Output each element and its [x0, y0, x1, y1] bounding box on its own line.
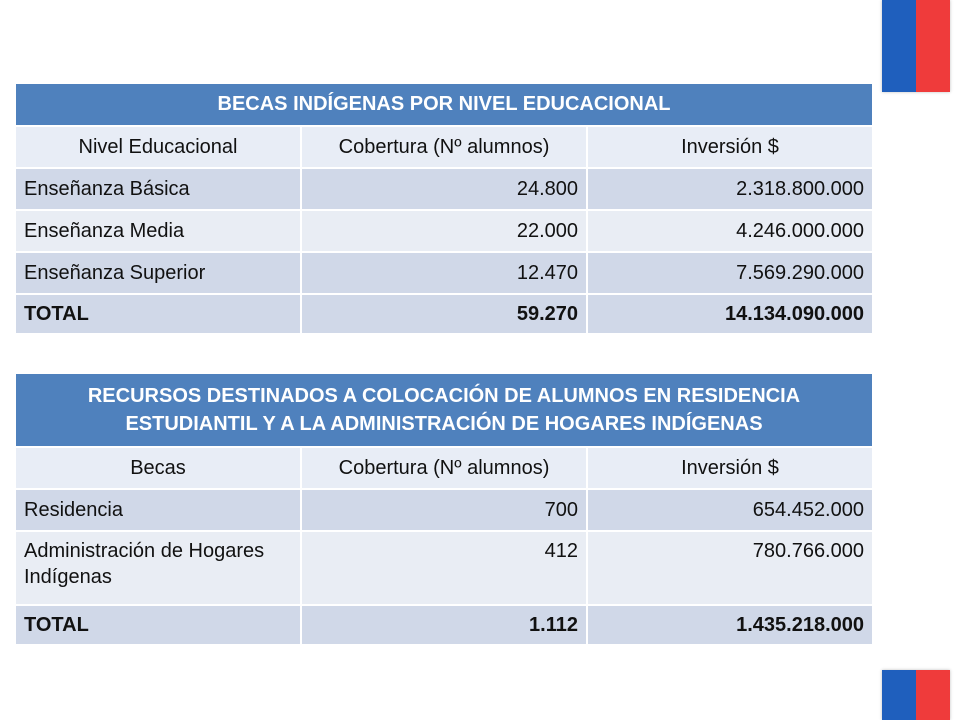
flag-red-stripe — [916, 670, 950, 720]
total-investment: 14.134.090.000 — [587, 294, 873, 334]
column-header: Nivel Educacional — [15, 126, 301, 168]
table-title: RECURSOS DESTINADOS A COLOCACIÓN DE ALUMNOS EN RESIDENCIA ESTUDIANTIL Y A LA ADMINISTRACIÓN DE HOGARES INDÍGENAS — [15, 373, 873, 447]
investment-cell: 4.246.000.000 — [587, 210, 873, 252]
table-title-row — [15, 83, 873, 126]
table-header-row — [15, 126, 873, 168]
coverage-cell: 700 — [301, 489, 587, 531]
investment-cell: 7.569.290.000 — [587, 252, 873, 294]
investment-cell: 780.766.000 — [587, 531, 873, 605]
row-label: Residencia — [15, 489, 301, 531]
total-label: TOTAL — [15, 294, 301, 334]
coverage-cell: 22.000 — [301, 210, 587, 252]
column-header: Cobertura (Nº alumnos) — [301, 447, 587, 489]
total-coverage: 59.270 — [301, 294, 587, 334]
table-title-row — [15, 373, 873, 447]
row-label: Administración de Hogares Indígenas — [15, 531, 301, 605]
row-label: Enseñanza Básica — [15, 168, 301, 210]
total-coverage: 1.112 — [301, 605, 587, 645]
flag-logo-top — [882, 0, 950, 92]
table-title: BECAS INDÍGENAS POR NIVEL EDUCACIONAL — [15, 83, 873, 126]
total-row — [15, 294, 873, 334]
total-label: TOTAL — [15, 605, 301, 645]
column-header: Cobertura (Nº alumnos) — [301, 126, 587, 168]
table-row — [15, 531, 873, 605]
investment-cell: 654.452.000 — [587, 489, 873, 531]
table-row — [15, 489, 873, 531]
coverage-cell: 24.800 — [301, 168, 587, 210]
column-header: Inversión $ — [587, 126, 873, 168]
row-label: Enseñanza Superior — [15, 252, 301, 294]
flag-logo-bottom — [882, 670, 950, 720]
flag-blue-stripe — [882, 670, 916, 720]
becas-indigenas-table — [14, 82, 874, 335]
coverage-cell: 412 — [301, 531, 587, 605]
column-header: Inversión $ — [587, 447, 873, 489]
table-row — [15, 252, 873, 294]
total-investment: 1.435.218.000 — [587, 605, 873, 645]
table-row — [15, 168, 873, 210]
investment-cell: 2.318.800.000 — [587, 168, 873, 210]
flag-blue-stripe — [882, 0, 916, 92]
total-row — [15, 605, 873, 645]
flag-red-stripe — [916, 0, 950, 92]
row-label: Enseñanza Media — [15, 210, 301, 252]
coverage-cell: 12.470 — [301, 252, 587, 294]
column-header: Becas — [15, 447, 301, 489]
recursos-residencia-table — [14, 372, 874, 646]
table-header-row — [15, 447, 873, 489]
table-row — [15, 210, 873, 252]
